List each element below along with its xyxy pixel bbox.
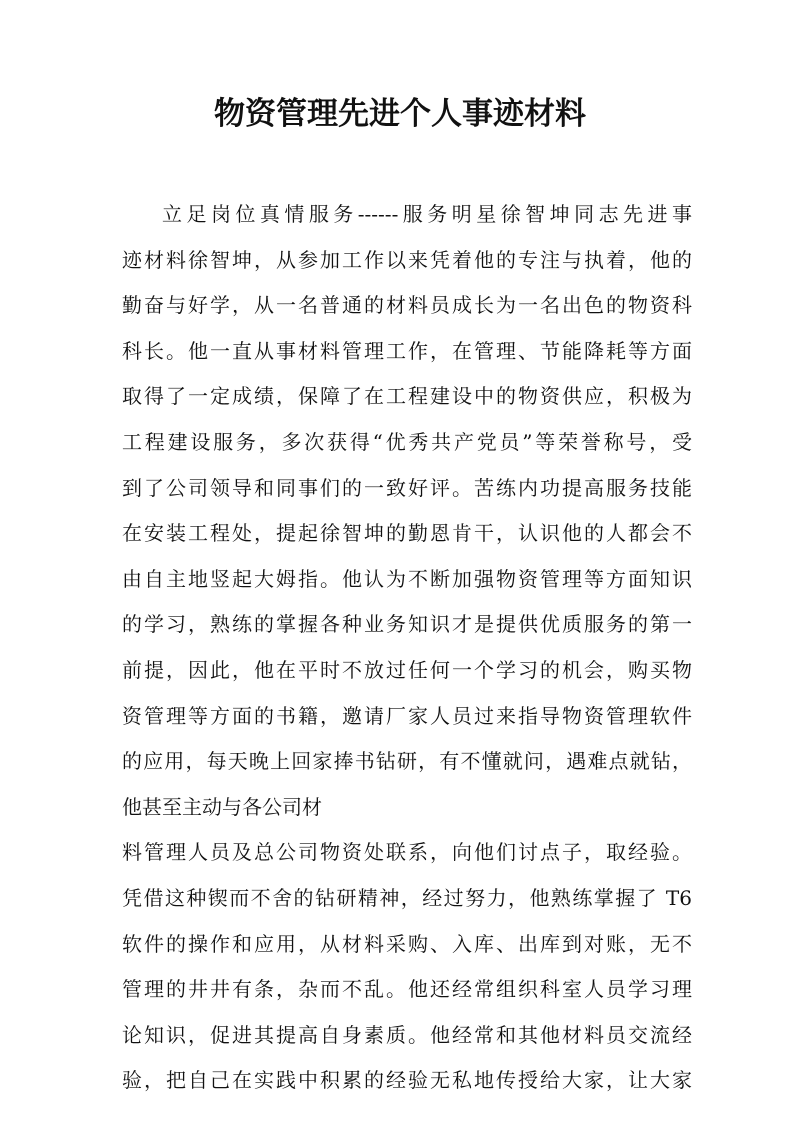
text-line: 管理的井井有条，杂而不乱。他还经常组织科室人员学习理 [122,977,692,1002]
text-line: 凭借这种锲而不舍的钻研精神，经过努力，他熟练掌握了 T6 [122,885,692,910]
text-line: 资管理等方面的书籍，邀请厂家人员过来指导物资管理软件 [122,703,692,728]
text-line: 料管理人员及总公司物资处联系，向他们讨点子，取经验。 [122,840,692,865]
document-body [122,192,692,1104]
text-line: 验，把自己在实践中积累的经验无私地传授给大家，让大家 [122,1068,692,1093]
text-line: 在安装工程处，提起徐智坤的勤恩肯干，认识他的人都会不 [122,521,692,546]
text-line: 前提，因此，他在平时不放过任何一个学习的机会，购买物 [122,657,692,682]
text-line: 软件的操作和应用，从材料采购、入库、出库到对账，无不 [122,931,692,956]
text-line: 工程建设服务，多次获得“优秀共产党员”等荣誉称号，受 [122,429,692,454]
text-line: 论知识，促进其提高自身素质。他经常和其他材料员交流经 [122,1022,692,1047]
text-line: 科长。他一直从事材料管理工作，在管理、节能降耗等方面 [122,338,692,363]
text-line: 立足岗位真情服务------服务明星徐智坤同志先进事 [162,202,692,226]
text-line: 迹材料徐智坤，从参加工作以来凭着他的专注与执着，他的 [122,247,692,272]
document-title: 物资管理先进个人事迹材料 [214,96,586,132]
text-line: 取得了一定成绩，保障了在工程建设中的物资供应，积极为 [122,384,692,409]
text-line: 由自主地竖起大姆指。他认为不断加强物资管理等方面知识 [122,566,692,591]
text-line: 勤奋与好学，从一名普通的材料员成长为一名出色的物资科 [122,293,692,318]
text-line: 他甚至主动与各公司材 [122,794,322,819]
text-line: 的应用，每天晚上回家捧书钻研，有不懂就问，遇难点就钻， [122,749,692,774]
text-line: 的学习，熟练的掌握各种业务知识才是提供优质服务的第一 [122,612,692,637]
text-line: 到了公司领导和同事们的一致好评。苦练内功提高服务技能 [122,475,692,500]
